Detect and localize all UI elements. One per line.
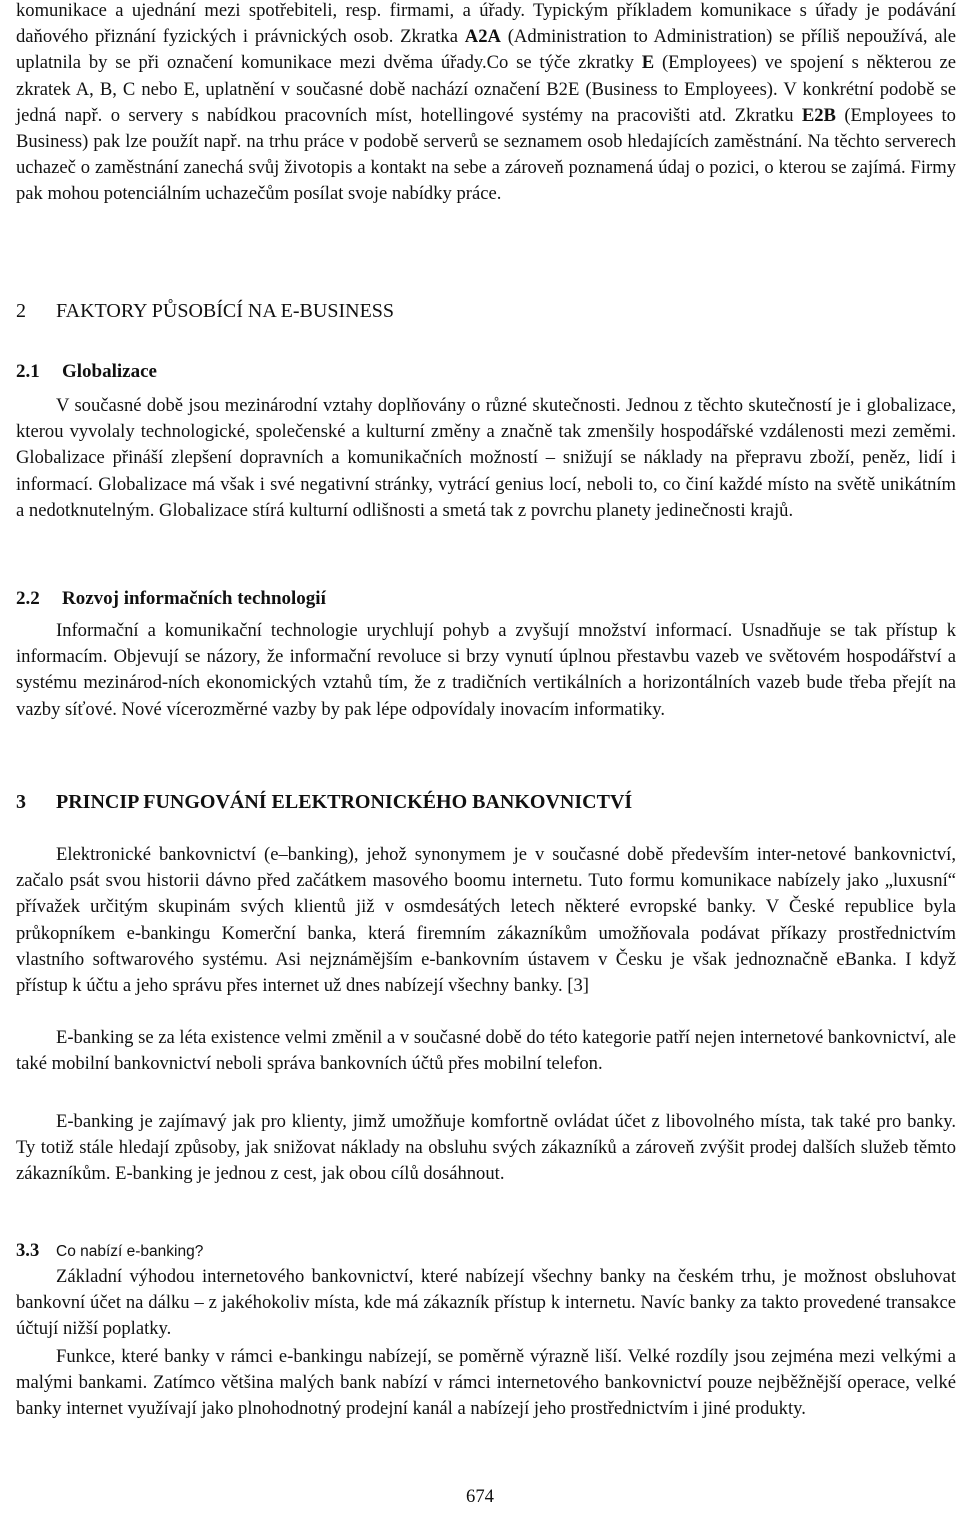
intro-text-e: (Employees to Business) pak lze použít např. na trhu práce v podobě serverů se seznamem osob hledajících zaměstnání. Na těchto serverech uchazeč o zaměstnání zanechá svůj životopis a kontakt na sebe a zároveň poznamená údaj o pozici, o kterou se zajímá. Firmy pak mohou potenciálním uchazečům posílat svoje nabídky práce. [16, 104, 956, 205]
paragraph-nabizi-2: Funkce, které banky v rámci e-bankingu nabízejí, se poměrně výrazně liší. Velké rozdíly jsou zejména mezi velkými a malými bankami. Zatímco většina malých bank nabízí v rámci internetového bankovnictví pouze nejběžnější operace, velké banky internet využívají jako plnohodnotný prodejní kanál a nabízejí jeho prostřednictvím i jiné produkty. [16, 1346, 956, 1420]
heading-section-2 [16, 298, 394, 324]
heading-title: PRINCIP FUNGOVÁNÍ ELEKTRONICKÉHO BANKOVNICTVÍ [56, 791, 633, 813]
intro-bold-e2b: E2B [801, 104, 836, 126]
heading-title: Rozvoj informačních technologií [62, 588, 326, 609]
intro-bold-e: E [641, 52, 655, 74]
intro-text-d: (Employees) ve spojení s některou ze zkratek A, B, C nebo E, uplatnění v současné době nachází označení B2E (Business to Employees). V konkrétní podobě se jedná např. o servery s nabídkou pracovních míst, hotellingové systémy na pracovišti atd. Zkratku [16, 52, 956, 126]
heading-section-2-2 [16, 586, 326, 612]
heading-title: Globalizace [62, 361, 157, 382]
paragraph-banking-2: E-banking se za léta existence velmi změnil a v současné době do této kategorie patří nejen internetové bankovnictví, ale také mobilní bankovnictví neboli správa bankovních účtů přes mobilní telefon. [16, 1027, 956, 1075]
intro-bold-a2a: A2A [464, 26, 501, 48]
heading-number: 3.3 [16, 1240, 40, 1261]
heading-number: 2.1 [16, 361, 40, 382]
paragraph-rozvoj: Informační a komunikační technologie urychlují pohyb a zvyšují množství informací. Usnadňuje se tak přístup k informacím. Objevují se názory, že informační revoluce si brzy vynutí úplnou přestavbu vazeb ve světovém hospodářství a systému mezinárod-ních ekonomických vztahů tím, že z tradičních vertikálních a horizontálních vazeb bude třeba přejít na vazby síťové. Nové vícerozměrné vazby by pak lépe odpovídaly inovacím informatiky. [16, 620, 956, 720]
paragraph-globalizace: V současné době jsou mezinárodní vztahy doplňovány o různé skutečnosti. Jednou z těchto skutečností je i globalizace, kterou vyvolaly technologické, společenské a kulturní změny a značně tak zmenšily hospodářské vzdálenosti mezi zeměmi. Globalizace přináší zlepšení dopravních a komunikačních možností – snižují se náklady na přepravu zboží, peněz, lidí i informací. Globalizace má však i své negativní stránky, vytrácí genius locí, neboli to, co činí každé místo na světě unikátním a nedotknutelným. Globalizace stírá kulturní odlišnosti a smetá tak z povrchu planety jedinečnosti krajů. [16, 395, 956, 521]
page-number: 674 [466, 1486, 494, 1507]
intro-text-a: komunikace a ujednání mezi spotřebiteli, resp. firmami, a úřady. Typickým příkladem komunikace s úřady je podávání daňového přiznání fyzických i právnických osob. Zkratka [16, 0, 956, 48]
heading-title: Co nabízí e-banking? [56, 1243, 204, 1260]
heading-title: FAKTORY PŮSOBÍCÍ NA E-BUSINESS [56, 300, 395, 322]
heading-number: 2 [16, 300, 26, 322]
paragraph-nabizi-1: Základní výhodou internetového bankovnictví, které nabízejí všechny banky na českém trhu, je možnost obsluhovat bankovní účet na dálku – z jakéhokoliv místa, kde má zákazník přístup k internetu. Navíc banky za takto provedené transakce účtují nižší poplatky. [16, 1266, 956, 1340]
intro-text-c: (Administration to Administration) se příliš nepoužívá, ale uplatnila by se při označení komunikace mezi dvěma úřady.Co se týče zkratky [16, 26, 956, 74]
heading-section-3-3 [16, 1238, 203, 1265]
paragraph-banking-3: E-banking je zajímavý jak pro klienty, jimž umožňuje komfortně ovládat účet z libovolného místa, tak také pro banky. Ty totiž stále hledají způsoby, jak snižovat náklady na obsluhu svých zákazníků a zároveň zvýšit prodej dalších služeb těmto zákazníkům. E-banking je jednou z cest, jak obou cílů dosáhnout. [16, 1111, 956, 1185]
paragraph-banking-1: Elektronické bankovnictví (e–banking), jehož synonymem je v současné době především inter-netové bankovnictví, začalo psát svou historii dávno před začátkem masového boomu internetu. Tuto formu komunikace nabízely jako „luxusní“ přívažek určitým skupinám svých klientů již v osmdesátých letech některé evropské banky. V České republice byla průkopníkem e-bankingu Komerční banka, která firemním zákazníkům umožňovala podávat příkazy prostřednictvím vlastního softwarového systému. Asi nejznámějším e-bankovním ústavem v Česku je však jednoznačně eBanka. I když přístup k účtu a jeho správu přes internet už dnes nabízejí všechny banky. [3] [16, 844, 956, 997]
heading-number: 2.2 [16, 588, 40, 609]
heading-section-2-1 [16, 359, 157, 385]
heading-section-3 [16, 789, 632, 815]
heading-number: 3 [16, 791, 26, 813]
intro-paragraph [16, 0, 956, 208]
